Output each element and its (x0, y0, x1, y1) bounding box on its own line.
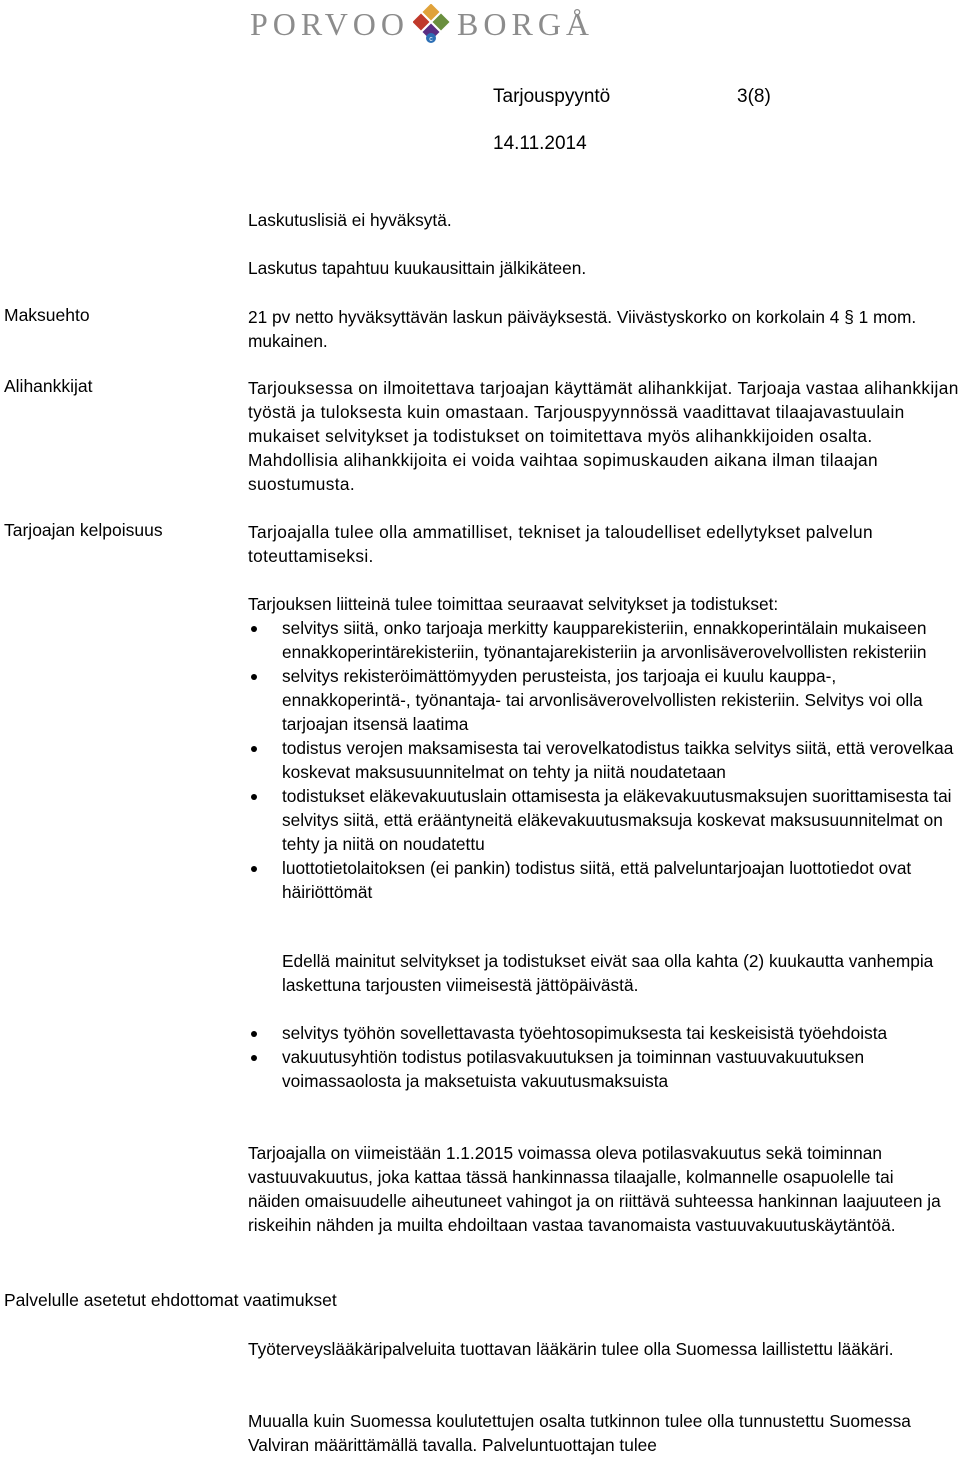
list-item-text: vakuutusyhtiön todistus potilasvakuutuksen ja toiminnan vastuuvakuutuksen voimassaolosta ja maksetuista vakuutusmaksuista (282, 1047, 865, 1091)
attachments-section (248, 592, 960, 904)
list-item-text: selvitys työhön sovellettavasta työehtosopimuksesta tai keskeisistä työehdoista (282, 1023, 888, 1043)
logo-word-porvoo: PORVOO (250, 5, 410, 42)
attachments-note-block (248, 949, 960, 997)
page-number: 3(8) (737, 86, 771, 107)
list-item (248, 664, 960, 736)
attachments-intro: Tarjouksen liitteinä tulee toimittaa seuraavat selvitykset ja todistukset: (248, 594, 779, 614)
bullet-icon (251, 674, 257, 680)
label-maksuehto: Maksuehto (4, 305, 90, 325)
text-kelpoisuus: Tarjoajalla tulee olla ammatilliset, tekniset ja taloudelliset edellytykset palvelun toteuttamiseksi. (248, 522, 873, 566)
bullet-icon (251, 866, 257, 872)
intro-line-2: Laskutus tapahtuu kuukausittain jälkikäteen. (248, 258, 587, 278)
bullet-icon (251, 746, 257, 752)
text-maksuehto: 21 pv netto hyväksyttävän laskun päiväyksestä. Viivästyskorko on korkolain 4 § 1 mom. mukainen. (248, 307, 917, 351)
logo-word-borga: BORGÅ (457, 5, 595, 42)
label-kelpoisuus: Tarjoajan kelpoisuus (4, 520, 163, 540)
bullet-icon (251, 1031, 257, 1037)
attachments-list-2 (248, 1021, 960, 1093)
list-item-text: luottotietolaitoksen (ei pankin) todistus siitä, että palveluntarjoajan luottotiedot ovat häiriöttömät (282, 858, 912, 902)
list-item (248, 1045, 960, 1093)
requirements-p1: Työterveyslääkäripalveluita tuottavan lääkärin tulee olla Suomessa laillistettu lääkäri. (248, 1339, 894, 1359)
bullet-icon (251, 626, 257, 632)
svg-text:c: c (429, 36, 433, 43)
attachments-note: Edellä mainitut selvitykset ja todistukset eivät saa olla kahta (2) kuukautta vanhempia laskettuna tarjousten viimeisestä jättöpäivästä. (282, 951, 934, 995)
bullet-icon (251, 1055, 257, 1061)
list-item (248, 856, 960, 904)
list-item-text: selvitys siitä, onko tarjoaja merkitty kaupparekisteriin, ennakkoperintälain mukaiseen ennakkoperintärekisteriin, työnantajarekisteriin ja arvonlisäverovelvollisten rekisteriin (282, 618, 927, 662)
label-alihankkijat: Alihankkijat (4, 376, 93, 396)
list-item-text: todistukset eläkevakuutuslain ottamisesta ja eläkevakuutusmaksujen suorittamisesta tai selvitys siitä, että erääntyneitä eläkevakuutusmaksuja koskevat maksusuunnitelmat on tehty ja niitä on noudatettu (282, 786, 952, 854)
list-item (248, 1021, 960, 1045)
list-item (248, 736, 960, 784)
attachments-list (248, 616, 960, 904)
list-item-text: todistus verojen maksamisesta tai verovelkatodistus taikka selvitys siitä, että verovelkaa koskevat maksusuunnitelmat on tehty ja niitä noudatetaan (282, 738, 954, 782)
intro-line-1: Laskutuslisiä ei hyväksytä. (248, 210, 452, 230)
bullet-icon (251, 794, 257, 800)
attachments-list-2-block (248, 1021, 960, 1093)
requirements-p2: Muualla kuin Suomessa koulutettujen osalta tutkinnon tulee olla tunnustettu Suomessa Valviran määrittämällä tavalla. Palveluntuottajan tulee (248, 1411, 911, 1455)
doc-type: Tarjouspyyntö (493, 86, 611, 107)
porvoo-borga-logo (250, 4, 594, 44)
text-alihankkijat: Tarjouksessa on ilmoitettava tarjoajan käyttämät alihankkijat. Tarjoaja vastaa alihankkijan työstä ja tuloksesta kuin omastaan. Tarjouspyynnössä vaadittavat tilaajavastuulain mukaiset selvitykset ja todistukset on toimitettava myös alihankkijoiden osalta. Mahdollisia alihankkijoita ei voida vaihtaa sopimuskauden aikana ilman tilaajan suostumusta. (248, 378, 959, 494)
doc-date: 14.11.2014 (493, 133, 587, 154)
list-item-text: selvitys rekisteröimättömyyden perusteista, jos tarjoaja ei kuulu kauppa-, ennakkoperintä-, työnantaja- tai arvonlisäverovelvollisten rekisteriin. Selvitys voi olla tarjoajan itsensä laatima (282, 666, 923, 734)
list-item (248, 616, 960, 664)
insurance-paragraph: Tarjoajalla on viimeistään 1.1.2015 voimassa oleva potilasvakuutus sekä toiminnan vastuuvakuutus, joka kattaa tässä hankinnassa tilaajalle, kolmannelle osapuolelle tai näiden omaisuudelle aiheutuneet vahingot ja on riittävä suhteessa hankinnan laajuuteen ja riskeihin nähden ja muilta ehdoiltaan vastaa tavanomaista vastuuvakuutuskäytäntöä. (248, 1143, 941, 1235)
city-emblem-icon (413, 4, 451, 44)
list-item (248, 784, 960, 856)
label-requirements: Palvelulle asetetut ehdottomat vaatimukset (4, 1290, 337, 1310)
